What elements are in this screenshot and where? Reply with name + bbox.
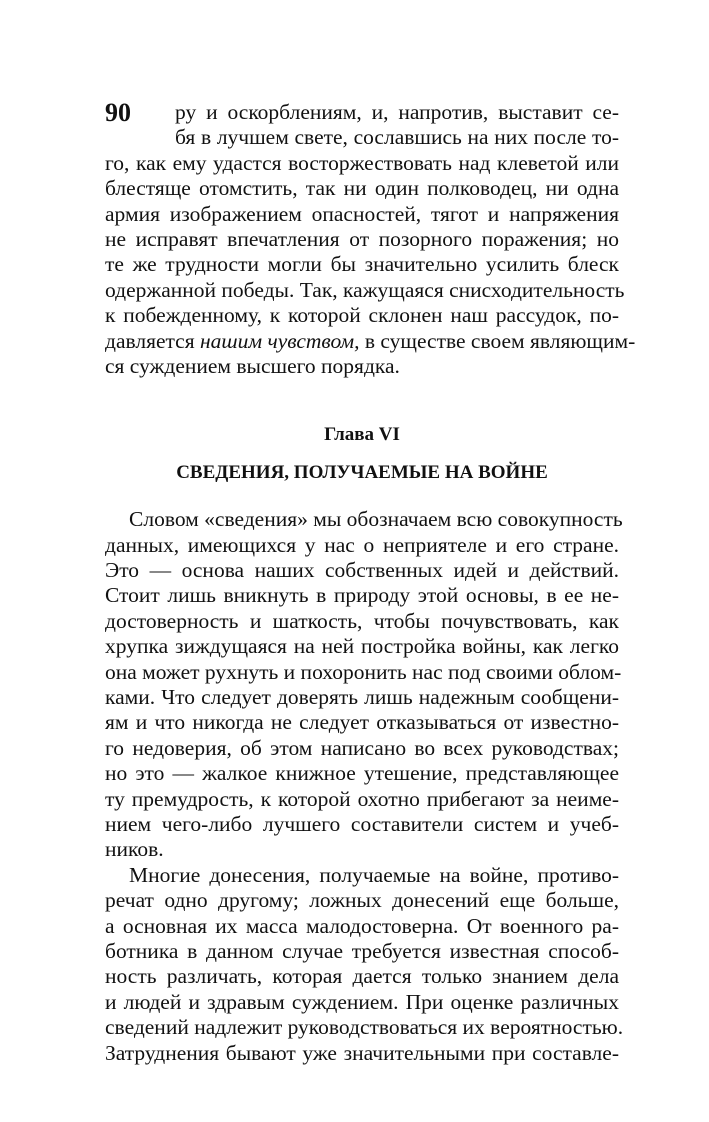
text-line: ям и что никогда не следует отказываться от известно- bbox=[105, 710, 619, 735]
text-line: блестяще отомстить, так ни один полководец, ни одна bbox=[105, 176, 619, 201]
text-line: бя в лучшем свете, сославшись на них после то- bbox=[175, 125, 619, 150]
text-line: Многие донесения, получаемые на войне, противо- bbox=[129, 862, 619, 887]
chapter-title: СВЕДЕНИЯ, ПОЛУЧАЕМЫЕ НА ВОЙНЕ bbox=[176, 462, 548, 484]
text-line-content: ру и оскорблениям, и, напротив, выставит се- bbox=[175, 100, 619, 124]
text-line: Стоит лишь вникнуть в природу этой основы, в ее не- bbox=[105, 583, 619, 608]
text-fragment: давляется bbox=[105, 328, 200, 353]
text-line: Словом «сведения» мы обозначаем всю совокупность bbox=[129, 507, 623, 532]
text-line: нием чего-либо лучшего составители систем и учеб- bbox=[105, 811, 619, 836]
text-fragment: в существе своем являющим- bbox=[359, 328, 636, 353]
text-line: сведений надлежит руководствоваться их вероятностью. bbox=[105, 1015, 624, 1040]
page-number: 90 bbox=[105, 98, 131, 127]
text-line: го недоверия, об этом написано во всех руководствах; bbox=[105, 735, 619, 760]
text-line: ся суждением высшего порядка. bbox=[105, 353, 400, 378]
emphasis-text: нашим чувством, bbox=[199, 328, 360, 353]
text-line: достоверность и шаткость, чтобы почувствовать, как bbox=[105, 608, 619, 633]
text-line: ность различать, которая дается только знанием дела bbox=[105, 964, 619, 989]
text-line: а основная их масса малодостоверна. От военного ра- bbox=[105, 913, 619, 938]
continued-paragraph bbox=[105, 98, 636, 379]
chapter-label: Глава VI bbox=[324, 424, 400, 446]
text-line: армия изображением опасностей, тягот и напряжения bbox=[105, 201, 619, 226]
text-line: ками. Что следует доверять лишь надежным сообщени- bbox=[105, 685, 619, 710]
text-line: Затруднения бывают уже значительными при составле- bbox=[105, 1040, 619, 1065]
text-line: и людей и здравым суждением. При оценке различных bbox=[105, 989, 619, 1014]
text-line: не исправят впечатления от позорного поражения; но bbox=[105, 226, 619, 251]
text-line: ботника в данном случае требуется известная способ- bbox=[105, 938, 619, 963]
page-body bbox=[105, 98, 636, 1066]
text-line: Это — основа наших собственных идей и действий. bbox=[105, 558, 619, 583]
text-line: речат одно другому; ложных донесений еще больше, bbox=[105, 888, 619, 913]
text-line: ту премудрость, к которой охотно прибегают за неиме- bbox=[105, 786, 619, 811]
text-line: го, как ему удастся восторжествовать над клеветой или bbox=[105, 150, 619, 175]
paragraph bbox=[105, 507, 623, 862]
text-line: хрупка зиждущаяся на ней постройка войны, как легко bbox=[105, 634, 619, 659]
text-line: к побежденному, к которой склонен наш рассудок, по- bbox=[105, 303, 619, 328]
text-line: но это — жалкое книжное утешение, представляющее bbox=[105, 761, 619, 786]
text-line: одержанной победы. Так, кажущаяся снисходительность bbox=[105, 277, 625, 302]
text-line bbox=[105, 100, 619, 125]
text-line bbox=[105, 328, 636, 354]
text-line: те же трудности могли бы значительно усилить блеск bbox=[105, 252, 619, 277]
text-line: данных, имеющихся у нас о неприятеле и его стране. bbox=[105, 532, 619, 557]
text-line: она может рухнуть и похоронить нас под своими облом- bbox=[105, 659, 622, 684]
paragraph bbox=[105, 862, 624, 1066]
text-line: ников. bbox=[105, 837, 164, 862]
